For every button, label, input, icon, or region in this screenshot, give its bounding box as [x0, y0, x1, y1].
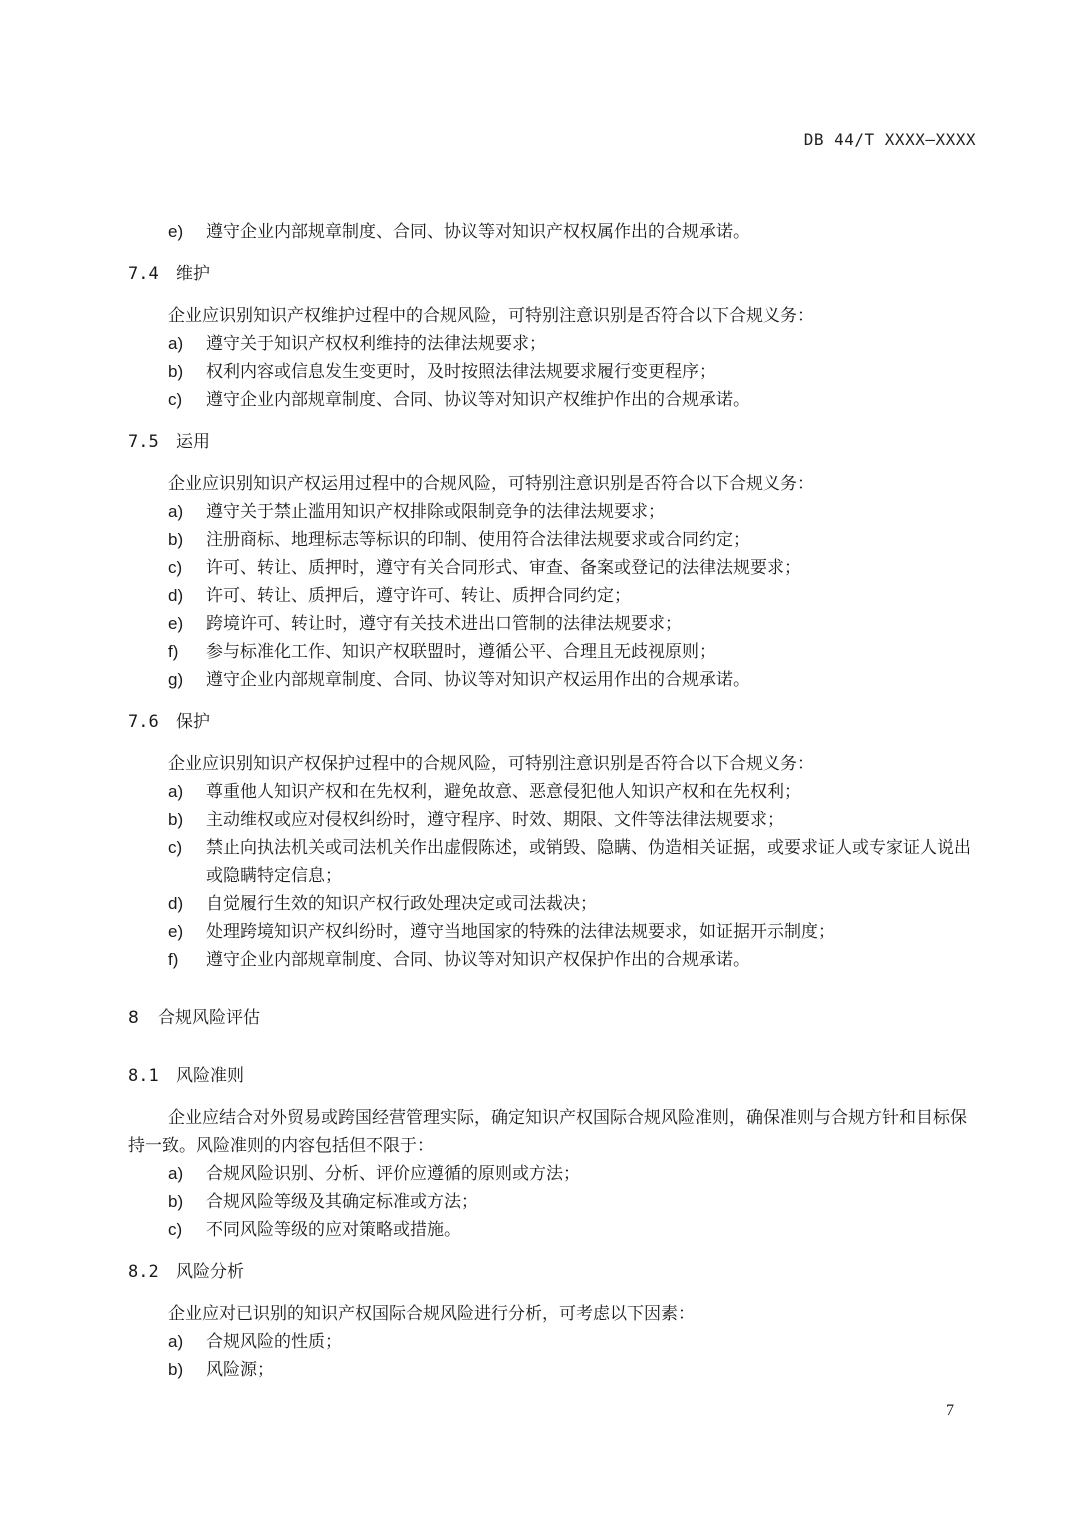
document-body: [128, 218, 978, 1384]
list-item-label: e): [168, 614, 184, 633]
list-item-text: 遵守企业内部规章制度、合同、协议等对知识产权运用作出的合规承诺。: [206, 670, 750, 690]
list-item-text: 权利内容或信息发生变更时，及时按照法律法规要求履行变更程序；: [206, 362, 716, 382]
section-title: 维护: [176, 264, 210, 284]
list-item-text: 合规风险的性质；: [206, 1332, 342, 1352]
section-heading-7-6: [128, 708, 978, 736]
list-item: [128, 1356, 978, 1384]
list-item-label: g): [168, 670, 184, 689]
page-number: 7: [946, 1402, 954, 1419]
list-item-text: 主动维权或应对侵权纠纷时，遵守程序、时效、期限、文件等法律法规要求；: [206, 810, 784, 830]
list-item-label: c): [168, 390, 183, 409]
list-item-label: b): [168, 530, 184, 549]
section-intro: 企业应识别知识产权运用过程中的合规风险，可特别注意识别是否符合以下合规义务：: [168, 474, 814, 494]
list-item: [128, 1160, 978, 1188]
section-number: 7.5: [128, 432, 159, 452]
list-item-text: 处理跨境知识产权纠纷时，遵守当地国家的特殊的法律法规要求，如证据开示制度；: [206, 922, 835, 942]
list-item-text: 不同风险等级的应对策略或措施。: [206, 1220, 461, 1240]
section-number: 8.2: [128, 1262, 159, 1282]
list-item-text: 尊重他人知识产权和在先权利，避免故意、恶意侵犯他人知识产权和在先权利；: [206, 782, 801, 802]
list-item: [128, 834, 978, 890]
list-item-label: f): [168, 950, 179, 969]
list-item: [128, 582, 978, 610]
list-item-label: a): [168, 1164, 184, 1183]
list-item-label: d): [168, 894, 184, 913]
list-item-text: 参与标准化工作、知识产权联盟时，遵循公平、合理且无歧视原则；: [206, 642, 716, 662]
list-item-label: c): [168, 838, 183, 857]
list-item-text: 风险源；: [206, 1360, 274, 1380]
list-item-text: 跨境许可、转让时，遵守有关技术进出口管制的法律法规要求；: [206, 614, 682, 634]
section-number: 7.4: [128, 264, 159, 284]
list-item-label: a): [168, 1332, 184, 1351]
list-item-label: f): [168, 642, 179, 661]
section-title: 运用: [176, 432, 210, 452]
list-item-label: c): [168, 558, 183, 577]
list-item-text: 合规风险等级及其确定标准或方法；: [206, 1192, 478, 1212]
section-heading-7-5: [128, 428, 978, 456]
list-item: [128, 666, 978, 694]
list-item-label: a): [168, 782, 184, 801]
section-heading-8-2: [128, 1258, 978, 1286]
section-title: 保护: [176, 712, 210, 732]
list-item: [128, 330, 978, 358]
list-item-label: e): [168, 922, 184, 941]
list-item: [128, 498, 978, 526]
list-item-text: 遵守企业内部规章制度、合同、协议等对知识产权权属作出的合规承诺。: [206, 222, 750, 242]
list-item: [128, 638, 978, 666]
list-item-label: b): [168, 1360, 184, 1379]
list-item-text: 合规风险识别、分析、评价应遵循的原则或方法；: [206, 1164, 580, 1184]
list-item-label: a): [168, 334, 184, 353]
list-item: [128, 1328, 978, 1356]
list-item: [128, 946, 978, 974]
list-item-text: 许可、转让、质押时，遵守有关合同形式、审查、备案或登记的法律法规要求；: [206, 558, 801, 578]
list-item-text: 自觉履行生效的知识产权行政处理决定或司法裁决；: [206, 894, 597, 914]
section-intro: 企业应识别知识产权保护过程中的合规风险，可特别注意识别是否符合以下合规义务：: [168, 754, 814, 774]
chapter-number: 8: [128, 1008, 139, 1028]
section-intro: 企业应识别知识产权维护过程中的合规风险，可特别注意识别是否符合以下合规义务：: [168, 306, 814, 326]
list-item-text: 遵守企业内部规章制度、合同、协议等对知识产权维护作出的合规承诺。: [206, 390, 750, 410]
list-item: [128, 890, 978, 918]
list-item: [128, 554, 978, 582]
section-heading-7-4: [128, 260, 978, 288]
chapter-title: 合规风险评估: [158, 1008, 260, 1028]
list-item-label: e): [168, 222, 184, 241]
list-item: [128, 358, 978, 386]
list-item: [128, 918, 978, 946]
section-intro: 企业应对已识别的知识产权国际合规风险进行分析，可考虑以下因素：: [168, 1304, 695, 1324]
list-item-text: 许可、转让、质押后，遵守许可、转让、质押合同约定；: [206, 586, 631, 606]
section-title: 风险分析: [176, 1262, 244, 1282]
list-item-text: 禁止向执法机关或司法机关作出虚假陈述，或销毁、隐瞒、伪造相关证据，或要求证人或专家证人说出或隐瞒特定信息；: [206, 838, 971, 886]
list-item: [128, 778, 978, 806]
section-number: 8.1: [128, 1066, 159, 1086]
list-item: [128, 386, 978, 414]
section-title: 风险准则: [176, 1066, 244, 1086]
list-item-label: b): [168, 810, 184, 829]
list-item: [128, 806, 978, 834]
list-item: [128, 610, 978, 638]
section-number: 7.6: [128, 712, 159, 732]
list-item-label: c): [168, 1220, 183, 1239]
list-item-label: b): [168, 1192, 184, 1211]
section-intro: 企业应结合对外贸易或跨国经营管理实际，确定知识产权国际合规风险准则，确保准则与合规方针和目标保持一致。风险准则的内容包括但不限于：: [128, 1108, 967, 1156]
list-item: [128, 1216, 978, 1244]
list-item-text: 注册商标、地理标志等标识的印制、使用符合法律法规要求或合同约定；: [206, 530, 750, 550]
section-heading-8-1: [128, 1062, 978, 1090]
list-item: [128, 1188, 978, 1216]
chapter-heading-8: [128, 1004, 978, 1032]
list-item-label: b): [168, 362, 184, 381]
list-item: [128, 526, 978, 554]
list-item-text: 遵守关于知识产权权利维持的法律法规要求；: [206, 334, 546, 354]
list-item: [128, 218, 978, 246]
list-item-text: 遵守关于禁止滥用知识产权排除或限制竞争的法律法规要求；: [206, 502, 665, 522]
document-code-header: DB 44/T XXXX—XXXX: [803, 130, 976, 149]
list-item-label: d): [168, 586, 184, 605]
list-item-label: a): [168, 502, 184, 521]
list-item-text: 遵守企业内部规章制度、合同、协议等对知识产权保护作出的合规承诺。: [206, 950, 750, 970]
